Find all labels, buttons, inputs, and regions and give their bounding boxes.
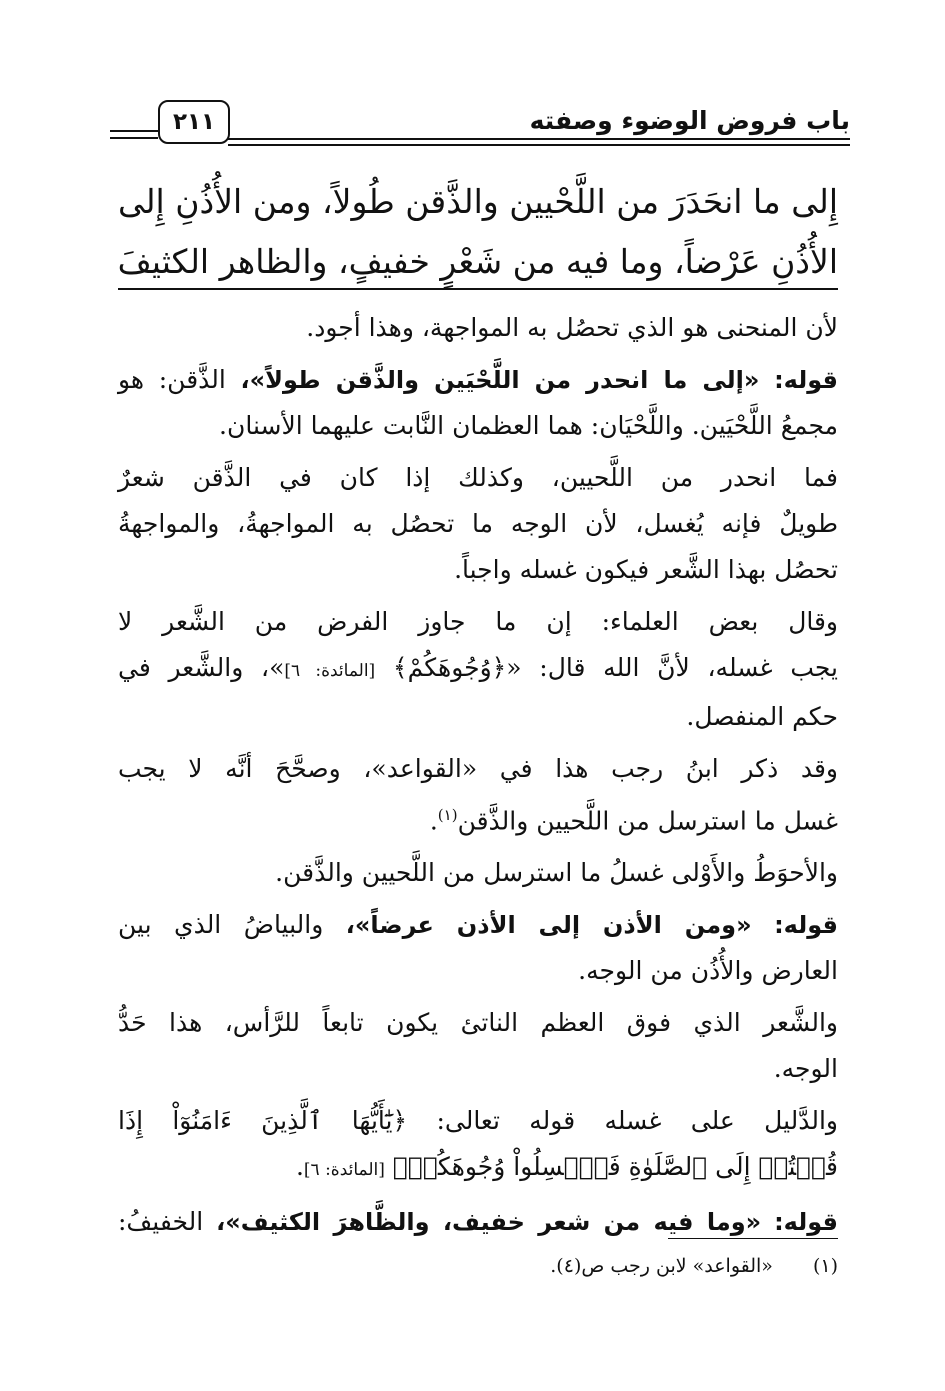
header-rule-right-2 xyxy=(228,144,850,146)
text-segment: الذَّقن: هو xyxy=(118,365,226,394)
matn-quote: «إلى ما انحدر من اللَّحْيَين والذَّقن طولاً»، xyxy=(240,366,760,394)
text-line: وقال بعض العلماء: إن ما جاوز الفرض من الشَّعر لا xyxy=(118,607,838,636)
matn-separator xyxy=(118,288,838,290)
text-line: والأحوَطُ والأَوْلى غسلُ ما استرسل من اللَّحيين والذَّقن. xyxy=(275,858,838,888)
text-line: والدَّليل على غسله قوله تعالى: ﴿يَٰٓأَيُّهَا ٱلَّذِينَ ءَامَنُوٓاْ إِذَا xyxy=(118,1106,838,1136)
footnote-separator xyxy=(668,1238,838,1239)
text-line: حكم المنفصل. xyxy=(686,702,838,731)
matn-text xyxy=(118,172,838,292)
header-rule-left xyxy=(110,130,158,132)
qawluhu-label: قوله: xyxy=(774,911,838,940)
text-line xyxy=(118,792,838,844)
text-line: العارض والأُذُن من الوجه. xyxy=(578,956,838,986)
text-line xyxy=(118,1144,838,1193)
text-line: لأن المنحنى هو الذي تحصُل به المواجهة، وهذا أجود. xyxy=(306,313,838,342)
quran-reference: [المائدة: ٦] xyxy=(303,1160,385,1181)
text-segment: والبياضُ الذي بين xyxy=(118,910,324,940)
text-segment: »، والشَّعر في xyxy=(118,653,285,682)
text-line: طويلٌ فإنه يُغسل، لأن الوجه ما تحصُل به المواجهةُ، والمواجهةُ xyxy=(118,509,838,538)
paragraph xyxy=(118,357,838,449)
matn-line: الأُذُنِ عَرْضاً، وما فيه من شَعْرٍ خفيفٍ، والظاهر الكثيفَ xyxy=(117,242,838,281)
text-segment: يجب غسله، لأنَّ الله قال: «﴿وُجُوهَكُمْ﴾ xyxy=(392,653,838,682)
matn-line: إِلى ما انحَدَرَ من اللَّحْيين والذَّقن طُولاً، ومن الأُذُنِ إِلى xyxy=(118,182,838,221)
text-line xyxy=(118,902,838,948)
text-line xyxy=(118,357,838,403)
matn-quote: «وما فيه من شعر خفيف، والظَّاهرَ الكثيف»، xyxy=(216,1208,762,1237)
commentary xyxy=(118,305,838,1245)
paragraph xyxy=(118,1098,838,1193)
quran-verse: قُمۡتُمۡ إِلَى ٱلصَّلَوٰةِ فَٱغۡسِلُواْ وُجُوهَكُمۡ﴾ xyxy=(392,1152,838,1182)
page-number xyxy=(158,100,230,144)
footnote-marker[interactable]: (١) xyxy=(437,806,458,824)
qawluhu-label: قوله: xyxy=(774,366,839,394)
qawluhu-label: قوله: xyxy=(774,1208,838,1237)
paragraph xyxy=(118,455,838,593)
paragraph xyxy=(118,1000,838,1092)
matn-quote: «ومن الأذن إلى الأذن عرضاً»، xyxy=(345,911,752,940)
page-number-text: ٢١١ xyxy=(172,109,216,135)
chapter-title: باب فروض الوضوء وصفته xyxy=(529,106,850,135)
header-rule-left-2 xyxy=(110,137,158,139)
footnote-number: (١) xyxy=(812,1255,838,1277)
running-header xyxy=(110,100,850,156)
paragraph xyxy=(118,746,838,844)
text-line: والشَّعر الذي فوق العظم الناتئ يكون تابعاً للرَّأس، هذا حَدُّ xyxy=(118,1008,838,1038)
text-segment: . xyxy=(429,806,438,836)
text-line: مجمعُ اللَّحْيَين. واللَّحْيَان: هما العظمان النَّابت عليهما الأسنان. xyxy=(219,411,838,440)
footnote-text: «القواعد» لابن رجب ص(٤). xyxy=(550,1255,773,1277)
text-line: الوجه. xyxy=(773,1054,838,1084)
paragraph xyxy=(118,850,838,896)
header-rule-right xyxy=(228,138,850,140)
paragraph xyxy=(118,902,838,994)
text-line: تحصُل بهذا الشَّعر فيكون غسله واجباً. xyxy=(454,555,838,584)
text-line: فما انحدر من اللَّحيين، وكذلك إذا كان في الذَّقن شعرٌ xyxy=(118,463,838,492)
text-line: وقد ذكر ابنُ رجب هذا في «القواعد»، وصحَّحَ أنَّه لا يجب xyxy=(118,754,838,783)
text-segment: غسل ما استرسل من اللَّحيين والذَّقن xyxy=(457,806,838,836)
text-segment: الخفيفُ: xyxy=(118,1207,204,1237)
quran-reference: [المائدة: ٦] xyxy=(284,661,376,681)
footnote xyxy=(550,1255,838,1277)
text-line xyxy=(118,645,838,694)
paragraph xyxy=(118,599,838,740)
paragraph xyxy=(118,305,838,351)
text-segment: . xyxy=(295,1152,304,1182)
